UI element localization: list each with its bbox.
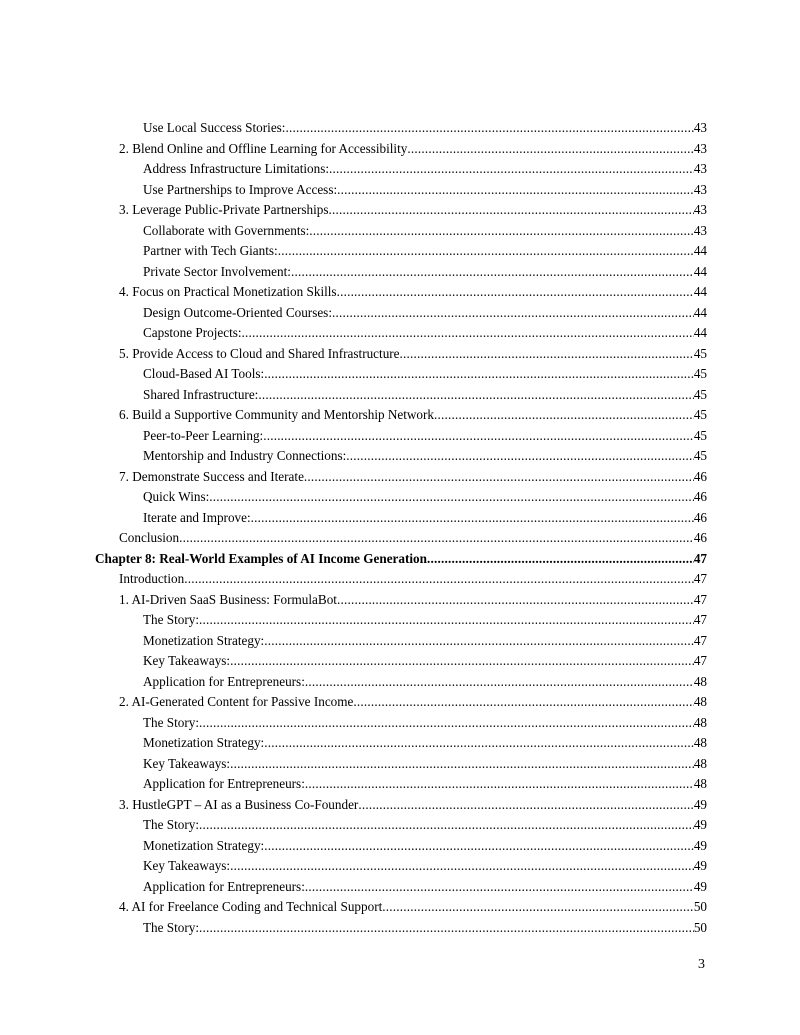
toc-entry[interactable] [143,180,707,201]
toc-section-row[interactable] [0,282,800,303]
toc-section-row[interactable] [0,795,800,816]
toc-subsection-row[interactable] [0,836,800,857]
toc-entry-label: Monetization Strategy: [143,837,265,853]
toc-entry-page: 47 [693,632,707,648]
toc-entry[interactable] [143,159,707,180]
toc-entry-label: 3. Leverage Public-Private Partnerships [119,202,329,217]
toc-entry-label: Application for Entrepreneurs: [143,878,305,894]
toc-entry[interactable] [95,549,707,570]
toc-subsection-row[interactable] [0,118,800,139]
toc-subsection-row[interactable] [0,221,800,242]
toc-entry-label: Conclusion [119,530,180,545]
toc-entry-label: Shared Infrastructure: [143,386,259,402]
toc-entry-label: Address Infrastructure Limitations: [143,161,330,176]
toc-entry[interactable] [143,364,707,385]
toc-dot-leader [263,426,694,447]
toc-entry[interactable] [143,856,707,877]
toc-entry[interactable] [143,651,707,672]
toc-dot-leader [251,508,694,529]
toc-entry-label: 5. Provide Access to Cloud and Shared Infrastructure [119,345,400,361]
toc-entry-label: Key Takeaways: [143,858,231,873]
toc-entry-page: 46 [693,509,707,525]
toc-entry[interactable] [143,221,707,242]
toc-entry-label: 4. AI for Freelance Coding and Technical Support [119,899,383,914]
toc-entry[interactable] [143,323,707,344]
toc-dot-leader [278,241,694,262]
toc-dot-leader [199,815,694,836]
toc-dot-leader [258,385,693,406]
toc-entry-page: 48 [693,755,707,771]
toc-entry-label: Mentorship and Industry Connections: [143,448,347,463]
toc-entry-page: 49 [693,796,707,812]
toc-entry-page: 44 [693,304,707,320]
toc-entry[interactable] [119,795,707,816]
toc-chapter-row[interactable] [0,549,800,570]
toc-entry[interactable] [119,405,707,426]
toc-entry-page: 46 [693,489,707,504]
toc-entry-label: 6. Build a Supportive Community and Mentorship Network [119,407,435,422]
toc-subsection-row[interactable] [0,446,800,467]
toc-dot-leader [230,651,694,672]
toc-entry[interactable] [143,815,707,836]
toc-entry-page: 49 [693,858,707,873]
toc-entry-page: 47 [693,591,707,607]
toc-entry-page: 48 [693,714,707,730]
toc-entry[interactable] [143,836,707,857]
toc-subsection-row[interactable] [0,774,800,795]
toc-entry-label: The Story: [143,919,200,935]
toc-entry-page: 43 [693,120,707,135]
toc-subsection-row[interactable] [0,303,800,324]
toc-entry[interactable] [143,241,707,262]
toc-entry[interactable] [119,528,707,549]
toc-entry[interactable] [119,282,707,303]
toc-dot-leader [358,795,693,816]
toc-section-row[interactable] [0,590,800,611]
toc-section-row[interactable] [0,139,800,160]
toc-dot-leader [242,323,694,344]
toc-entry-label: Design Outcome-Oriented Courses: [143,304,332,320]
page-number: 3 [698,957,705,972]
toc-subsection-row[interactable] [0,180,800,201]
toc-subsection-row[interactable] [0,651,800,672]
toc-subsection-row[interactable] [0,877,800,898]
toc-entry[interactable] [119,692,707,713]
toc-entry-page: 43 [693,222,707,238]
toc-entry-page: 43 [693,140,707,156]
toc-subsection-row[interactable] [0,815,800,836]
toc-entry-label: Application for Entrepreneurs: [143,673,305,689]
toc-entry[interactable] [143,487,707,508]
toc-entry-label: 3. HustleGPT – AI as a Business Co-Founder [119,796,359,812]
toc-entry[interactable] [143,426,707,447]
toc-entry-label: Application for Entrepreneurs: [143,776,305,791]
toc-entry-label: Private Sector Involvement: [143,263,291,279]
toc-entry[interactable] [119,200,707,221]
toc-subsection-row[interactable] [0,262,800,283]
toc-dot-leader [382,897,694,918]
toc-section-row[interactable] [0,467,800,488]
toc-entry-label: Use Local Success Stories: [143,120,286,135]
toc-entry[interactable] [143,610,707,631]
toc-entry[interactable] [143,446,707,467]
toc-entry-label: 4. Focus on Practical Monetization Skills [119,284,337,299]
toc-entry-page: 46 [693,468,707,484]
toc-entry[interactable] [143,877,707,898]
toc-subsection-row[interactable] [0,713,800,734]
toc-dot-leader [337,590,694,611]
toc-entry[interactable] [143,672,707,693]
toc-entry[interactable] [119,139,707,160]
toc-entry-page: 50 [693,919,707,935]
toc-entry-label: Cloud-Based AI Tools: [143,366,265,381]
toc-dot-leader [337,282,694,303]
toc-entry-label: Capstone Projects: [143,325,242,340]
toc-entry[interactable] [119,590,707,611]
toc-dot-leader [329,159,694,180]
toc-entry-label: Key Takeaways: [143,755,231,771]
toc-entry-page: 45 [693,427,707,443]
toc-subsection-row[interactable] [0,754,800,775]
toc-entry-page: 49 [693,817,707,832]
toc-entry-page: 49 [693,837,707,853]
toc-entry[interactable] [143,631,707,652]
toc-entry-page: 47 [693,612,707,627]
toc-dot-leader [305,774,694,795]
toc-entry[interactable] [143,774,707,795]
toc-entry-label: Monetization Strategy: [143,632,265,648]
toc-section-row[interactable] [0,405,800,426]
toc-subsection-row[interactable] [0,856,800,877]
toc-subsection-row[interactable] [0,672,800,693]
toc-entry-label: Quick Wins: [143,489,210,504]
toc-section-row[interactable] [0,200,800,221]
toc-entry[interactable] [143,262,707,283]
toc-entry[interactable] [143,733,707,754]
toc-entry-page: 44 [693,243,707,258]
toc-dot-leader [230,856,694,877]
toc-subsection-row[interactable] [0,159,800,180]
toc-entry[interactable] [143,303,707,324]
toc-entry-label: Partner with Tech Giants: [143,243,278,258]
toc-subsection-row[interactable] [0,323,800,344]
toc-dot-leader [230,754,694,775]
toc-entry-label: Use Partnerships to Improve Access: [143,181,338,197]
toc-dot-leader [179,528,694,549]
toc-dot-leader [304,467,694,488]
toc-entry[interactable] [119,897,707,918]
toc-section-row[interactable] [0,569,800,590]
toc-subsection-row[interactable] [0,733,800,754]
toc-entry-label: The Story: [143,612,200,627]
toc-dot-leader [427,549,694,570]
toc-entry-label: Key Takeaways: [143,653,231,668]
toc-subsection-row[interactable] [0,631,800,652]
toc-subsection-row[interactable] [0,426,800,447]
toc-entry-page: 47 [693,550,707,566]
toc-entry-label: Monetization Strategy: [143,735,265,750]
toc-dot-leader [434,405,694,426]
toc-dot-leader [400,344,694,365]
toc-dot-leader [305,877,694,898]
toc-entry[interactable] [143,713,707,734]
toc-entry-page: 45 [693,366,707,381]
toc-entry-page: 45 [693,345,707,361]
toc-entry-page: 47 [693,653,707,668]
toc-dot-leader [184,569,694,590]
toc-section-row[interactable] [0,692,800,713]
toc-entry-page: 45 [693,386,707,402]
toc-entry[interactable] [143,918,707,939]
toc-entry-page: 45 [693,407,707,422]
toc-entry-page: 48 [693,694,707,709]
toc-dot-leader [264,836,694,857]
toc-dot-leader [199,918,694,939]
toc-dot-leader [309,221,694,242]
toc-dot-leader [337,180,694,201]
toc-dot-leader [264,733,694,754]
toc-dot-leader [199,610,694,631]
toc-dot-leader [328,200,693,221]
toc-dot-leader [291,262,694,283]
toc-subsection-row[interactable] [0,241,800,262]
toc-dot-leader [346,446,694,467]
toc-entry-page: 48 [693,673,707,689]
toc-entry-page: 50 [693,899,707,914]
toc-entry-label: Collaborate with Governments: [143,222,310,238]
toc-entry[interactable] [143,508,707,529]
toc-entry[interactable] [143,385,707,406]
toc-entry-label: 2. Blend Online and Offline Learning for Accessibility [119,140,408,156]
toc-entry-label: 2. AI-Generated Content for Passive Income [119,694,354,709]
toc-entry-label: Peer-to-Peer Learning: [143,427,264,443]
toc-entry[interactable] [119,344,707,365]
toc-section-row[interactable] [0,344,800,365]
toc-entry[interactable] [119,569,707,590]
toc-entry-page: 44 [693,325,707,340]
toc-dot-leader [332,303,694,324]
toc-dot-leader [353,692,693,713]
toc-subsection-row[interactable] [0,508,800,529]
toc-entry-label: Chapter 8: Real-World Examples of AI Income Generation [95,550,427,566]
toc-entry-page: 44 [693,284,707,299]
toc-entry-page: 44 [693,263,707,279]
toc-entry-label: The Story: [143,714,200,730]
toc-dot-leader [209,487,694,508]
toc-entry[interactable] [143,754,707,775]
toc-entry-page: 43 [693,181,707,197]
toc-subsection-row[interactable] [0,364,800,385]
toc-entry-label: 1. AI-Driven SaaS Business: FormulaBot [119,591,337,607]
toc-entry-page: 49 [693,878,707,894]
toc-entry-label: 7. Demonstrate Success and Iterate [119,468,304,484]
toc-entry-page: 43 [693,202,707,217]
toc-entry-page: 48 [693,735,707,750]
toc-subsection-row[interactable] [0,918,800,939]
toc-entry[interactable] [143,118,707,139]
toc-entry-label: Introduction [119,571,185,586]
toc-entry-page: 45 [693,448,707,463]
toc-section-row[interactable] [0,528,800,549]
toc-entry-page: 46 [693,530,707,545]
toc-dot-leader [264,364,694,385]
toc-subsection-row[interactable] [0,487,800,508]
toc-dot-leader [285,118,693,139]
toc-entry-page: 43 [693,161,707,176]
toc-entry-page: 48 [693,776,707,791]
toc-entry-page: 47 [693,571,707,586]
toc-section-row[interactable] [0,897,800,918]
toc-dot-leader [407,139,693,160]
toc-subsection-row[interactable] [0,610,800,631]
table-of-contents [0,118,800,938]
toc-subsection-row[interactable] [0,385,800,406]
toc-entry-label: Iterate and Improve: [143,509,251,525]
toc-dot-leader [305,672,694,693]
toc-dot-leader [264,631,694,652]
toc-dot-leader [199,713,694,734]
toc-entry-label: The Story: [143,817,200,832]
toc-entry[interactable] [119,467,707,488]
